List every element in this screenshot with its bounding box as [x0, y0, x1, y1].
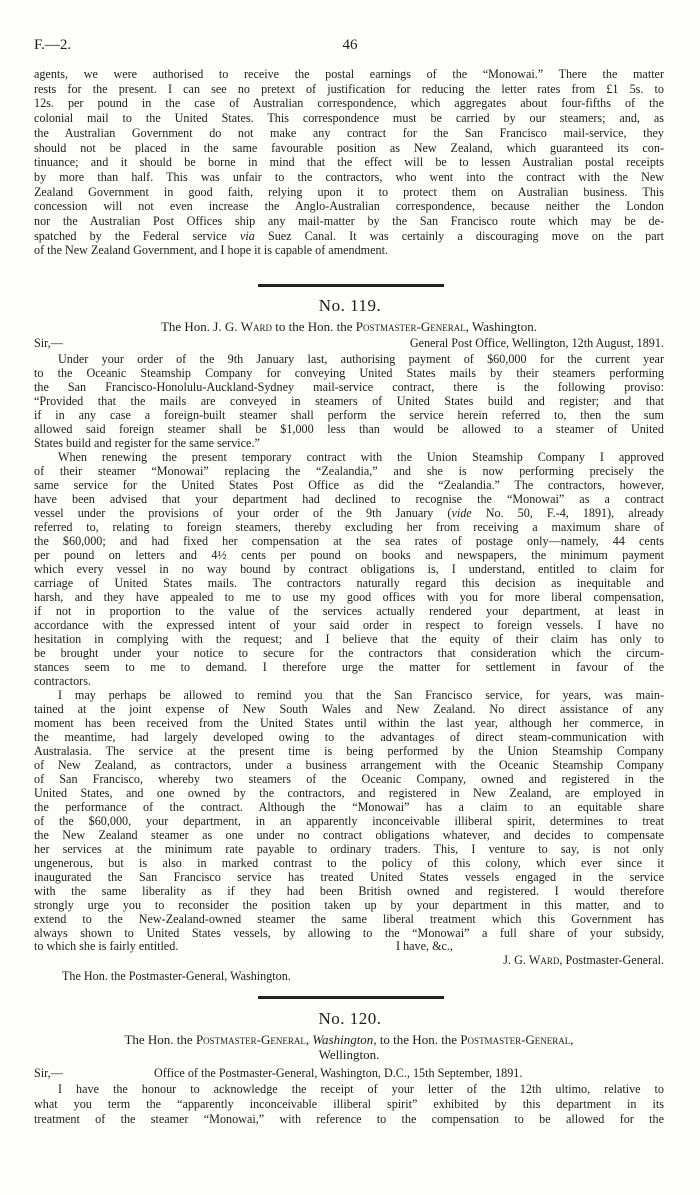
letter-119-signature: J. G. Ward, Postmaster-General.: [503, 953, 664, 967]
text-line: of San Francisco, whereby two steamers of the Oceanic Company, owned and registered in the: [34, 771, 664, 786]
text-line: should not be placed in the same favourable position as New Zealand, which guaranteed its con-: [34, 140, 664, 155]
text-line: the Australian Government do not make any contract for the San Francisco mail-service, they: [34, 125, 664, 140]
text-line: by more than half. This was unfair to the contractors, who went into the contract with the New: [34, 169, 664, 184]
text-line: rests for the present. I can see no pretext of justification for reducing the letter rates from £1 5s. to: [34, 81, 664, 96]
text-line: the meantime, had largely developed owing to the advantages of direct steam-communication with: [34, 729, 664, 744]
text-line: the New Zealand steamer as one under no contract obligations whatever, and decides to compensate: [34, 827, 664, 842]
text-line: treatment of the steamer “Monowai,” with reference to the compensation to be allowed for the: [34, 1112, 664, 1126]
text-line: hesitation in complying with the request; and I believe that the equity of their claim has only to: [34, 631, 664, 646]
text-line: I have the honour to acknowledge the receipt of your letter of the 12th ultimo, relative to: [58, 1082, 664, 1096]
text-line: ungenerous, but is also in marked contrast to the policy of this colony, which ever since it: [34, 855, 664, 870]
text-line: Australasia. The service at the present time is being performed by the Union Steamship Company: [34, 743, 664, 758]
letter-119-closing: I have, &c.,: [396, 939, 453, 953]
text-line: with the same liberality as if they had been British owned and registered. I would therefore: [34, 883, 664, 898]
text-line: inaugurated the San Francisco service has treated United States vessels engaged in the service: [34, 869, 664, 884]
text-line: Under your order of the 9th January last, authorising payment of $60,000 for the current year: [58, 351, 664, 366]
section-divider: [258, 284, 444, 287]
text-line: moment has been received from the United States until within the last year, although her commerce, in: [34, 715, 664, 730]
text-line: colonial mail to the United States. This correspondence must be carried by our steamers; and, as: [34, 111, 664, 126]
text-line: United States, and one owned by the contractors, and registered in New Zealand, are employed in: [34, 785, 664, 800]
text-line: to the Oceanic Steamship Company for conveying United States mails by their steamers performing: [34, 365, 664, 380]
text-line: referred to, relating to foreign steamers, thereby excluding her from receiving a maximum share of: [34, 519, 664, 534]
text-line: nor the Australian Post Offices ship any mail-matter by the San Francisco route which may be de-: [34, 214, 664, 228]
text-line: her services at the minimum rate payable to ordinary traders. This, I venture to say, is not only: [34, 841, 664, 856]
text-line: of the $60,000, your department, in an apparently inconceivable illiberal spirit, determines to treat: [34, 813, 664, 828]
letter-119-addressee: The Hon. the Postmaster-General, Washington.: [62, 969, 291, 983]
letter-120-salutation: Sir,—: [34, 1066, 63, 1080]
text-line: harsh, and they have appealed to me to use my good offices with you for more liberal compensation,: [34, 589, 664, 604]
letter-119-number: No. 119.: [318, 296, 382, 315]
letter-120-heading: The Hon. the Postmaster-General, Washington, to the Hon. the Postmaster-General,: [124, 1032, 574, 1047]
text-line: which every vessel in no way bound by contract obligations is, I understand, entitled to claim for: [34, 561, 664, 576]
text-line: be brought under your notice to secure for the contractors that consideration which the circum-: [34, 645, 664, 660]
letter-120-number: No. 120.: [318, 1009, 382, 1028]
text-line: the performance of the contract. Although the “Monowai” has a claim to an equitable share: [34, 799, 664, 814]
text-line: accordance with the expressed intent of your said order in respect to foreign vessels. I have no: [34, 617, 664, 632]
text-line: carriage of United States mails. The contractors naturally regard this decision as inequitable and: [34, 575, 664, 590]
letter-119-last-line: to which she is fairly entitled.: [34, 939, 179, 953]
text-line: same service for the United States Post Office as did the “Zealandia.” The contractors, however,: [34, 477, 664, 492]
text-line: allowed said foreign steamer shall be $1,000 less than would be allowed to a steamer of United: [34, 421, 664, 436]
letter-120-address: Office of the Postmaster-General, Washington, D.C., 15th September, 1891.: [154, 1066, 523, 1080]
section-divider: [258, 996, 444, 999]
text-line: of their steamer “Monowai” replacing the “Zealandia,” and she is now performing precisely the: [34, 463, 664, 478]
text-line: contractors.: [34, 673, 91, 688]
text-line: stances seem to me to demand. I therefore urge the matter for settlement in favour of the: [34, 659, 664, 674]
text-line: strongly urge you to reconsider the position taken up by your department in this matter, and to: [34, 897, 664, 912]
letter-119-salutation: Sir,—: [34, 336, 63, 350]
text-line: vessel under the provisions of your order of the 9th January (vide No. 50, F.-4, 1891), already: [34, 505, 664, 520]
text-line: concession will not even increase the Anglo-Australian correspondence, because neither the London: [34, 199, 664, 214]
text-line: the $60,000; and had fixed her compensation at the sea rates of postage only—namely, 44 cents: [34, 533, 664, 548]
text-line: always shown to United States vessels, by allowing to the “Monowai” a full share of your subsidy,: [34, 925, 664, 940]
text-line: I may perhaps be allowed to remind you that the San Francisco service, for years, was main-: [58, 687, 664, 702]
letter-120-heading-line-2: Wellington.: [318, 1047, 380, 1062]
text-line: extend to the New-Zealand-owned steamer the same liberal treatment which this Government has: [34, 911, 664, 926]
text-line: “Provided that the mails are conveyed in steamers of United States build and register; and that: [34, 393, 664, 408]
text-line: of the New Zealand Government, and I hope it is capable of amendment.: [34, 243, 388, 258]
text-line: spatched by the Federal service via Suez Canal. It was certainly a discouraging move on the part: [34, 228, 665, 243]
letter-119-heading: The Hon. J. G. Ward to the Hon. the Postmaster-General, Washington.: [160, 319, 538, 334]
letter-119-address: General Post Office, Wellington, 12th August, 1891.: [409, 336, 664, 350]
text-line: if in any case a foreign-built steamer shall perform the service herein referred to, then the sum: [34, 407, 664, 422]
text-line: the San Francisco-Honolulu-Auckland-Sydney mail-service contract, there is the following proviso:: [34, 379, 664, 394]
text-line: States build and register for the same service.”: [34, 435, 260, 450]
text-line: if not in proportion to the value of the services actually rendered your department, at least in: [34, 603, 664, 618]
text-line: 12s. per pound in the case of Australian correspondence, which aggregates about four-fifths of the: [34, 96, 664, 111]
page-number: 46: [342, 37, 358, 53]
text-line: per pound on letters and 4½ cents per pound on books and newspapers, the minimum payment: [34, 547, 664, 562]
text-line: tinuance; and it should be borne in mind that the effect will be to lessen Australian postal receipts: [34, 155, 664, 170]
text-line: Zealand Government in good faith, relying upon it to protect them on Australian business. This: [34, 184, 664, 199]
text-line: When renewing the present temporary contract with the Union Steamship Company I approved: [58, 449, 664, 464]
text-line: agents, we were authorised to receive the postal earnings of the “Monowai.” There the matter: [34, 67, 664, 81]
text-line: what you term the “apparently inconceivable illiberal spirit” exhibited by this department in its: [34, 1097, 664, 1111]
text-line: have been advised that your department had declined to recognise the “Monowai” as a contract: [34, 491, 664, 506]
document-reference: F.—2.: [34, 37, 72, 53]
text-line: of New Zealand, as contractors, under a business arrangement with the Oceanic Steamship Company: [34, 757, 664, 772]
text-line: tained at the joint expense of New South Wales and New Zealand. No direct assistance of any: [34, 701, 664, 716]
